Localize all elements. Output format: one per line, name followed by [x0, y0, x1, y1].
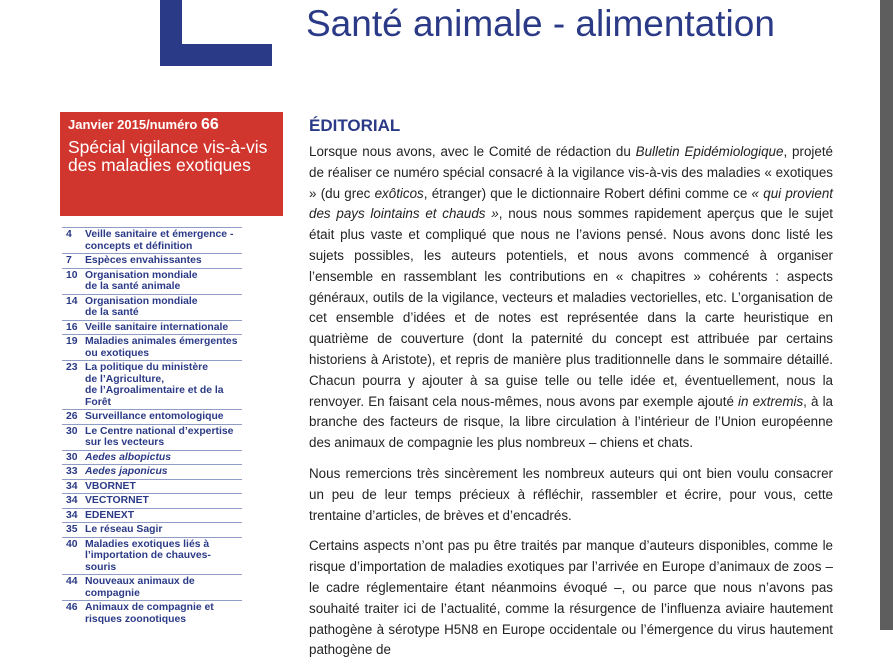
bulletin-logo: [160, 0, 272, 66]
toc-page-number: 10: [66, 269, 78, 281]
toc-item[interactable]: [62, 600, 242, 626]
table-of-contents: [62, 227, 242, 630]
toc-page-number: 40: [66, 538, 78, 550]
toc-item[interactable]: [62, 574, 242, 600]
toc-page-number: 19: [66, 336, 78, 347]
toc-page-number: 34: [66, 495, 78, 506]
toc-item[interactable]: [62, 493, 242, 508]
toc-label: EDENEXT: [85, 509, 135, 521]
toc-label: Nouveaux animaux de compagnie: [85, 576, 195, 599]
toc-item[interactable]: [62, 464, 242, 479]
toc-page-number: 44: [66, 576, 78, 587]
toc-item[interactable]: [62, 479, 242, 494]
toc-label: Organisation mondiale de la santé: [85, 295, 198, 318]
issue-date: [68, 116, 275, 133]
special-issue-title: Spécial vigilance vis-à-vis des maladies exotiques: [68, 137, 268, 175]
toc-page-number: 4: [66, 229, 72, 240]
toc-item[interactable]: [62, 227, 242, 253]
toc-label: Veille sanitaire et émergence - concepts et définition: [85, 229, 234, 252]
toc-item[interactable]: [62, 320, 242, 335]
toc-label: Le Centre national d’expertise sur les vecteurs: [85, 425, 234, 448]
toc-item[interactable]: [62, 450, 242, 465]
toc-page-number: 30: [66, 451, 78, 463]
toc-item[interactable]: [62, 334, 242, 360]
toc-item[interactable]: [62, 360, 242, 409]
toc-page-number: 16: [66, 321, 78, 333]
toc-label: Le réseau Sagir: [85, 524, 163, 535]
toc-label: Organisation mondiale de la santé animale: [85, 269, 198, 292]
toc-label: VBORNET: [85, 480, 136, 492]
toc-page-number: 34: [66, 480, 78, 492]
toc-label: Espèces envahissantes: [85, 255, 202, 266]
editorial-heading: ÉDITORIAL: [309, 116, 401, 135]
toc-item[interactable]: [62, 424, 242, 450]
toc-item[interactable]: [62, 268, 242, 294]
issue-number: 66: [200, 116, 219, 133]
toc-label: Animaux de compagnie et risques zoonotiques: [85, 602, 214, 625]
toc-label: La politique du ministère de l’Agriculture, de l’Agroalimentaire et de la Forêt: [85, 362, 224, 408]
toc-label: Veille sanitaire internationale: [85, 321, 229, 333]
toc-page-number: 46: [66, 602, 78, 613]
toc-page-number: 23: [66, 362, 78, 373]
toc-page-number: 35: [66, 524, 78, 535]
toc-item[interactable]: [62, 522, 242, 537]
issue-date-prefix: Janvier 2015/numéro: [68, 117, 198, 132]
page-title: Santé animale - alimentation: [306, 3, 775, 44]
editorial-paragraph-2: Nous remercions très sincèrement les nombreux auteurs qui ont bien voulu consacrer un peu de leur temps précieux à réfléchir, rassembler et écrire, pour vous, cette trentaine d’articles, de brèves et d’encadrés.: [309, 465, 833, 523]
toc-item[interactable]: [62, 253, 242, 268]
editorial-paragraph-3: Certains aspects n’ont pas pu être traités par manque d’auteurs disponibles, comme le risque d’importation de maladies exotiques par l’arrivée en Europe d’animaux de zoos – le cadre réglementaire étant néanmoins évoqué –, ou parce que nous n’avons pas souhaité traiter ici de l’actualité, comme la résurgence de l’influenza aviaire hautement pathogène à sérotype H5N8 en Europe occidentale ou l’émergence du virus hautement pathogène de: [309, 538, 833, 658]
toc-page-number: 33: [66, 466, 78, 477]
toc-item[interactable]: [62, 294, 242, 320]
toc-page-number: 7: [66, 255, 72, 266]
editorial-paragraph-1: Lorsque nous avons, avec le Comité de rédaction du Bulletin Epidémiologique, projeté de réaliser ce numéro spécial consacré à la vigilance vis-à-vis des maladies « exotiques » (du grec exôticos, étranger) que le dictionnaire Robert défini comme ce « qui provient des pays lointains et chauds », nous nous sommes rapidement aperçus que le sujet était plus vaste et compliqué que nous ne l’avions pensé. Nous avons donc listé les sujets possibles, les auteurs potentiels, et nous avons commencé à organiser l’ensemble en rassemblant les contributions en « chapitres » cohérents : aspects généraux, outils de la vigilance, vecteurs et maladies vectorielles, etc. L’organisation de cet ensemble d’idées et de notes est représentée dans la carte heuristique en quatrième de couverture (dont la paternité du concept est attribuée par certains historiens à Aristote), et repris de manière plus traditionnelle dans le sommaire détaillé. Chacun pourra y ajouter à sa guise telle ou telle idée et, éventuellement, nous la renvoyer. En faisant cela nous-mêmes, nous avons par exemple ajouté in extremis, à la branche des facteurs de risque, la libre circulation à l’intérieur de l’Union européenne des animaux de compagnie les plus nombreux – chiens et chats.: [309, 144, 834, 451]
toc-label: Aedes japonicus: [85, 466, 168, 477]
toc-page-number: 26: [66, 411, 78, 422]
toc-label: Surveillance entomologique: [85, 411, 224, 422]
toc-label: VECTORNET: [85, 495, 149, 506]
editorial-body: [309, 142, 833, 671]
toc-page-number: 34: [66, 509, 78, 521]
toc-item[interactable]: [62, 409, 242, 424]
page-edge-shadow: [880, 0, 893, 630]
toc-label: Maladies exotiques liés à l’importation de chauves-souris: [85, 538, 211, 573]
toc-page-number: 30: [66, 425, 78, 437]
toc-item[interactable]: [62, 508, 242, 523]
toc-item[interactable]: [62, 537, 242, 575]
toc-label: Maladies animales émergentes ou exotiques: [85, 336, 238, 359]
toc-page-number: 14: [66, 295, 78, 307]
issue-banner: [60, 112, 283, 216]
toc-label: Aedes albopictus: [85, 451, 172, 463]
